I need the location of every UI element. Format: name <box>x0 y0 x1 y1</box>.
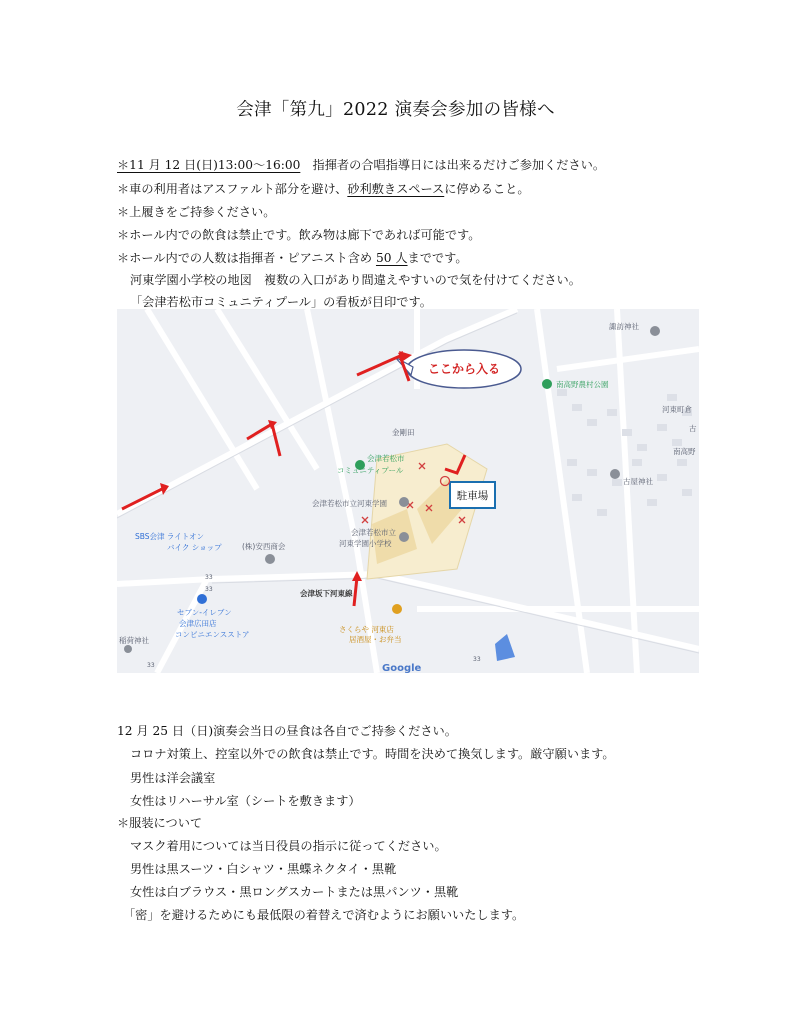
label-minami-takano-park: 南高野農村公園 <box>556 380 609 389</box>
page-title: 会津「第九」2022 演奏会参加の皆様へ <box>236 100 555 120</box>
sakura-pin <box>392 604 402 614</box>
label-shrine-left: 稲荷神社 <box>119 636 149 645</box>
elem-pin <box>399 532 409 542</box>
label-elem-2: 河東学園小学校 <box>339 539 392 548</box>
seven-pin <box>197 594 207 604</box>
label-furu: 古 <box>689 424 697 433</box>
label-route-33b: 33 <box>205 586 213 593</box>
google-logo: Google <box>382 663 422 673</box>
callout-text: ここから入る <box>427 362 501 376</box>
dec-line-1: 12 月 25 日（日)演奏会当日の昼食は各自でご持参ください。 <box>117 724 457 738</box>
label-sakura-1: さくらや 河東店 <box>339 625 394 634</box>
label-road: 会津坂下河東線 <box>300 589 353 598</box>
anzai-pin <box>265 554 275 564</box>
furuya-pin <box>610 469 620 479</box>
label-suwa-shrine: 諏訪神社 <box>609 322 639 331</box>
label-sakura-2: 居酒屋・お弁当 <box>349 635 402 644</box>
note-line-6: 河東学園小学校の地図 複数の入口があり間違えやすいので気を付けてください。 <box>130 273 581 287</box>
school-map[interactable] <box>117 309 699 673</box>
note-line-2-a: ＊車の利用者はアスファルト部分を避け、 <box>117 182 348 196</box>
dec-line-2: コロナ対策上、控室以外での飲食は禁止です。時間を決めて換気します。厳守願います。 <box>130 747 615 761</box>
label-pool-2: コミュニティプール <box>337 466 404 475</box>
shrine-left-pin <box>124 645 132 653</box>
dec-line-5: ＊服装について <box>117 816 203 830</box>
gakuen-pin <box>399 497 409 507</box>
label-seven-2: 会津広田店 <box>179 619 217 628</box>
note-line-2 <box>117 181 530 197</box>
label-anzai: (株)安西商会 <box>242 542 286 551</box>
parking-label: 駐車場 <box>456 490 489 502</box>
dec-line-3: 男性は洋会議室 <box>130 771 216 785</box>
label-route-33a: 33 <box>205 574 213 581</box>
label-kinjoden: 金剛田 <box>392 428 415 437</box>
label-sbs-1: SBS会津 ライトオン <box>135 532 204 541</box>
note-gravel-space: 砂利敷きスペース <box>347 182 445 196</box>
label-route-33d: 33 <box>147 662 155 669</box>
label-gakuen: 会津若松市立河東学園 <box>312 499 387 508</box>
note-line-5 <box>117 250 468 266</box>
note-line-2-b: に停めること。 <box>444 182 530 196</box>
note-line-1-rest: 指揮者の合唱指導日には出来るだけご参加ください。 <box>300 158 606 172</box>
dec-line-7: 男性は黒スーツ・白シャツ・黒蝶ネクタイ・黒靴 <box>130 862 397 876</box>
label-kawahigashi-machi: 河東町倉 <box>662 405 692 414</box>
label-pool-1: 会津若松市 <box>367 454 405 463</box>
dec-line-4: 女性はリハーサル室（シートを敷きます） <box>130 794 361 808</box>
note-line-1 <box>117 157 605 173</box>
note-line-3: ＊上履きをご持参ください。 <box>117 205 276 219</box>
label-seven-1: セブン-イレブン <box>177 608 232 617</box>
note-line-7: 「会津若松市コミュニティプール」の看板が目印です。 <box>130 295 432 309</box>
dec-line-9: 「密」を避けるためにも最低限の着替えで済むようにお願いいたします。 <box>123 908 525 922</box>
shrine-pin <box>650 326 660 336</box>
dec-line-6: マスク着用については当日役員の指示に従ってください。 <box>130 839 447 853</box>
label-furuya-shrine: 古屋神社 <box>623 477 653 486</box>
label-minami-takano: 南高野 <box>673 447 696 456</box>
note-line-5-a: ＊ホール内での人数は指揮者・ピアニスト含め <box>117 251 376 265</box>
dec-line-8: 女性は白ブラウス・黒ロングスカートまたは黒パンツ・黒靴 <box>130 885 459 899</box>
note-date: ＊11 月 12 日(日)13:00〜16:00 <box>117 158 301 172</box>
label-seven-3: コンビニエンスストア <box>175 630 250 639</box>
note-50-people: 50 人 <box>375 251 408 265</box>
park-pin <box>542 379 552 389</box>
label-sbs-2: バイク ショップ <box>167 543 222 552</box>
note-line-4: ＊ホール内での飲食は禁止です。飲み物は廊下であれば可能です。 <box>117 228 481 242</box>
note-line-5-b: までです。 <box>407 251 468 265</box>
label-elem-1: 会津若松市立 <box>351 528 396 537</box>
label-route-33c: 33 <box>473 656 481 663</box>
